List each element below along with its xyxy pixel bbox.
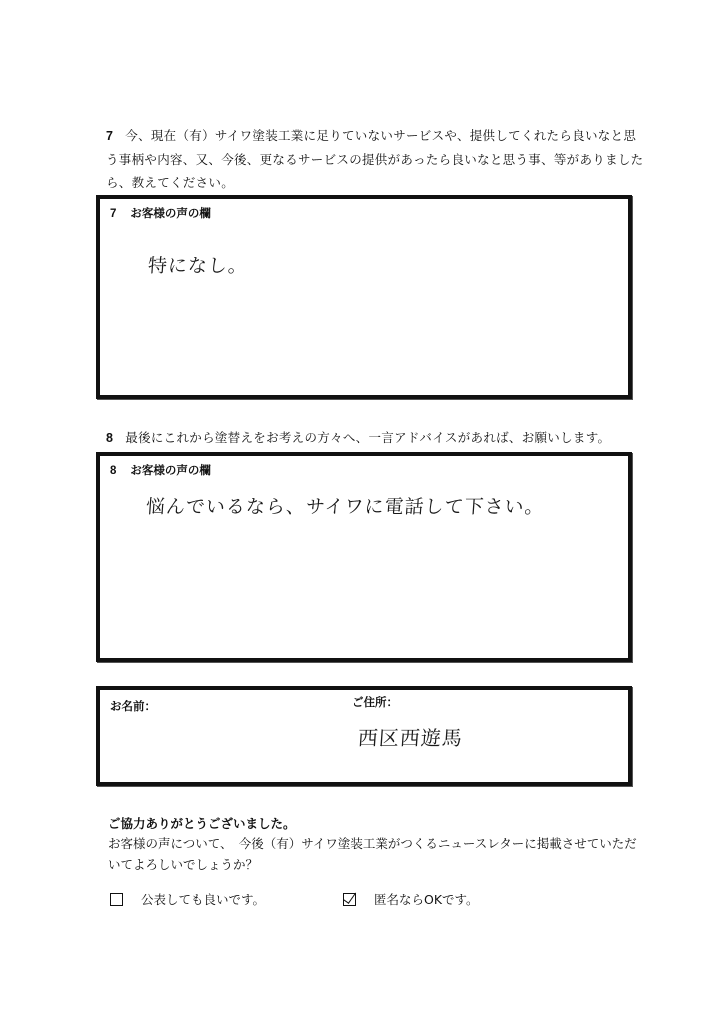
thanks-heading: ご協力ありがとうございました。	[108, 816, 296, 831]
answer-box-8	[96, 452, 632, 662]
answer-box-7-label	[110, 205, 211, 221]
publish-question: お客様の声について、 今後（有）サイワ塗装工業がつくるニュースレターに掲載させていただいてよろしいでしょうか？	[108, 836, 637, 872]
answer-box-8-number: 8	[110, 465, 117, 477]
answer-8-handwriting: 悩んでいるなら、サイワに電話して下さい。	[145, 496, 546, 518]
name-label: お名前：	[110, 699, 156, 713]
answer-box-8-title: お客様の声の欄	[130, 463, 211, 477]
info-box	[96, 686, 632, 786]
answer-box-8-label	[110, 462, 211, 478]
answer-box-7-number: 7	[110, 208, 117, 220]
anonymous-checkbox[interactable]	[343, 893, 356, 906]
question-8-text: 最後にこれから塗替えをお考えの方々へ、一言アドバイスがあれば、お願いします。	[125, 430, 611, 445]
option-anonymous[interactable]	[343, 890, 479, 908]
question-7-text: 今、現在（有）サイワ塗装工業に足りていないサービスや、提供してくれたら良いなと思う事柄や内容、又、今後、更なるサービスの提供があったら良いなと思う事、等がありましたら、教えてください。	[106, 128, 644, 190]
answer-7-handwriting: 特になし。	[147, 255, 249, 277]
question-8	[106, 426, 646, 450]
question-7-number: 7	[106, 129, 114, 143]
address-label: ご住所：	[352, 695, 398, 709]
option-public-label: 公表しても良いです。	[141, 892, 266, 907]
answer-box-7-title: お客様の声の欄	[130, 206, 211, 220]
option-public[interactable]	[110, 890, 265, 908]
address-handwriting: 西区西遊馬	[357, 726, 464, 750]
option-anonymous-label: 匿名ならOKです。	[374, 892, 479, 907]
question-7	[106, 124, 646, 194]
answer-box-7	[96, 195, 632, 399]
question-8-number: 8	[106, 431, 114, 445]
public-checkbox[interactable]	[110, 893, 123, 906]
